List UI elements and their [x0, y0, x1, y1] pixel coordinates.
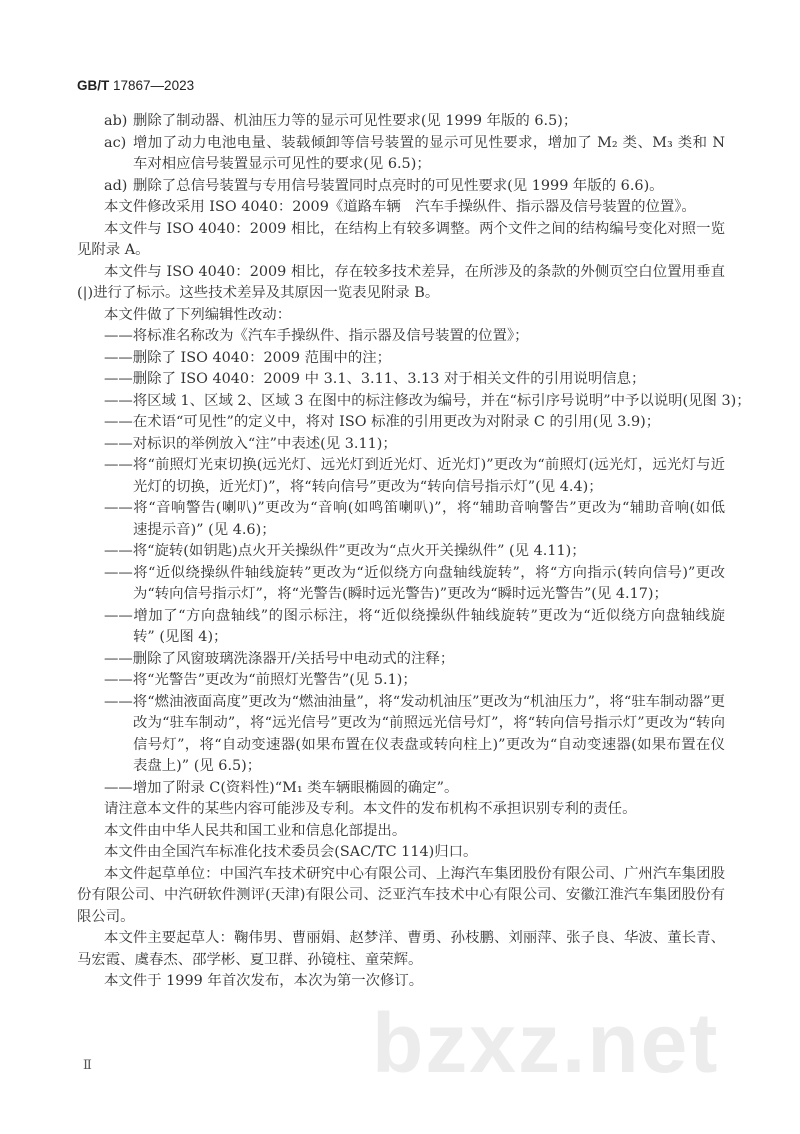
dash-list-item: [77, 649, 725, 671]
text-line: [77, 498, 725, 520]
text-line: [77, 391, 751, 413]
text-line: [77, 541, 725, 563]
list-label: ad): [104, 177, 128, 194]
dash-list-item: [77, 391, 751, 413]
text-line: [77, 240, 725, 262]
standard-number: 17867—2023: [113, 78, 195, 93]
dash-list-item: [77, 563, 725, 606]
text-line: [77, 778, 725, 800]
text-line: [77, 219, 725, 241]
text-line: [77, 864, 725, 886]
line-text: ——将“燃油液面高度”更改为“燃油油量”，将“发动机油压”更改为“机油压力”，将“驻车制动器”更: [104, 693, 725, 710]
line-text: 本文件做了下列编辑性改动：: [104, 306, 292, 323]
text-line: [77, 369, 725, 391]
line-text: 信号灯”，将“自动变速器(如果布置在仪表盘或转向柱上)”更改为“自动变速器(如果布置在仪: [133, 736, 725, 753]
text-line: [77, 412, 725, 434]
text-line: [77, 692, 725, 714]
line-text: ——将“音响警告(喇叭)”更改为“音响(如鸣笛喇叭)”，将“辅助音响警告”更改为“辅助音响(如低: [104, 500, 725, 516]
text-line: [77, 283, 725, 305]
line-text: 本文件起草单位：中国汽车技术研究中心有限公司、上海汽车集团股份有限公司、广州汽车集团股: [104, 865, 725, 882]
line-text: 表盘上)” (见 6.5)；: [133, 758, 262, 774]
line-text: 本文件修改采用 ISO 4040：2009《道路车辆 汽车手操纵件、指示器及信号装置的位置》。: [104, 199, 696, 215]
text-line: [77, 735, 725, 757]
line-text: 本文件与 ISO 4040：2009 相比，在结构上有较多调整。两个文件之间的结构编号变化对照一览: [104, 220, 725, 237]
text-line: [77, 262, 725, 284]
line-text: ——将区域 1、区域 2、区域 3 在图中的标注修改为编号，并在“标引序号说明”中予以说明(见图 3)；: [104, 392, 751, 409]
paragraph: [77, 864, 725, 929]
paragraph: [77, 219, 725, 262]
document-code-header: [77, 78, 194, 93]
line-text: 改为“驻车制动”，将“远光信号”更改为“前照远光信号灯”，将“转向信号指示灯”更改为“转向: [133, 715, 725, 731]
text-line: [77, 627, 725, 649]
list-item: [77, 111, 725, 133]
text-line: [77, 928, 725, 950]
paragraph: [77, 971, 725, 993]
list-label: ac): [104, 134, 127, 151]
line-text: ——对标识的举例放入“注”中表述(见 3.11)；: [104, 435, 397, 452]
text-line: [77, 713, 725, 735]
line-text: 份有限公司、中汽研软件测评(天津)有限公司、泛亚汽车技术中心有限公司、安徽江淮汽车集团股份有: [77, 887, 725, 903]
text-line: [77, 326, 725, 348]
line-text: ——删除了 ISO 4040：2009 中 3.1、3.11、3.13 对于相关文件的引用说明信息；: [104, 371, 646, 387]
text-line: [77, 520, 725, 542]
text-line: [77, 907, 725, 929]
text-line: [77, 305, 725, 327]
paragraph: [77, 821, 725, 843]
text-line: [77, 670, 725, 692]
paragraph: [77, 842, 725, 864]
paragraph: [77, 197, 725, 219]
line-text: ——将“旋转(如钥匙)点火开关操纵件”更改为“点火开关操纵件” (见 4.11)；: [104, 543, 586, 559]
list-label: ab): [104, 113, 128, 129]
line-text: 车对相应信号装置显示可见性的要求(见 6.5)；: [133, 156, 431, 172]
text-line: [77, 799, 725, 821]
line-text: (|)进行了标示。这些技术差异及其原因一览表见附录 B。: [77, 285, 440, 301]
text-line: [77, 455, 725, 477]
paragraph: [77, 262, 725, 305]
dash-list-item: [77, 541, 725, 563]
text-line: [77, 584, 725, 606]
line-text: 本文件主要起草人：鞠伟男、曹丽娟、赵梦洋、曹勇、孙枝鹏、刘丽萍、张子良、华波、董长青、: [104, 930, 725, 946]
line-text: 本文件由全国汽车标准化技术委员会(SAC/TC 114)归口。: [104, 844, 478, 860]
text-line: [77, 434, 725, 456]
standard-prefix: GB/T: [77, 78, 110, 93]
line-text: ——将“光警告”更改为“前照灯光警告”(见 5.1)；: [104, 672, 417, 688]
line-text: 转” (见图 4)；: [133, 629, 228, 645]
text-line: [77, 885, 725, 907]
text-line: [77, 950, 725, 972]
dash-list-item: [77, 369, 725, 391]
line-text: 删除了总信号装置与专用信号装置同时点亮时的可见性要求(见 1999 年版的 6.6)。: [133, 177, 664, 194]
line-text: ——将“近似绕操纵件轴线旋转”更改为“近似绕方向盘轴线旋转”，将“方向指示(转向信号)”更改: [104, 564, 725, 581]
text-line: [77, 133, 725, 155]
dash-list-item: [77, 778, 725, 800]
line-text: 本文件于 1999 年首次发布，本次为第一次修订。: [104, 973, 424, 989]
line-text: 马宏霞、虞春杰、邵学彬、夏卫群、孙镜柱、童荣辉。: [77, 951, 423, 968]
dash-list-item: [77, 348, 725, 370]
line-text: 见附录 A。: [77, 242, 150, 258]
text-line: [77, 649, 725, 671]
paragraph: [77, 928, 725, 971]
list-item: [77, 133, 725, 176]
dash-list-item: [77, 498, 725, 541]
text-line: [77, 176, 725, 198]
line-text: 请注意本文件的某些内容可能涉及专利。本文件的发布机构不承担识别专利的责任。: [104, 801, 637, 817]
text-line: [77, 197, 725, 219]
line-text: ——增加了附录 C(资料性)“M₁ 类车辆眼椭圆的确定”。: [104, 779, 459, 796]
line-text: ——删除了风窗玻璃洗涤器开/关括号中电动式的注释；: [104, 650, 455, 667]
line-text: ——将“前照灯光束切换(远光灯、远光灯到近光灯、近光灯)”更改为“前照灯(远光灯，远光灯与近: [104, 457, 725, 473]
document-body: [77, 111, 751, 993]
text-line: [77, 477, 725, 499]
dash-list-item: [77, 326, 725, 348]
paragraph: [77, 305, 725, 327]
page-number: Ⅱ: [83, 1058, 92, 1073]
line-text: 本文件与 ISO 4040：2009 相比，存在较多技术差异，在所涉及的条款的外侧页空白位置用垂直: [104, 263, 725, 280]
paragraph: [77, 799, 725, 821]
text-line: [77, 842, 725, 864]
line-text: ——增加了“方向盘轴线”的图示标注，将“近似绕操纵件轴线旋转”更改为“近似绕方向盘轴线旋: [104, 607, 725, 624]
dash-list-item: [77, 412, 725, 434]
text-line: [77, 154, 725, 176]
line-text: 本文件由中华人民共和国工业和信息化部提出。: [104, 822, 407, 839]
watermark: bzxz.net: [372, 996, 720, 1090]
dash-list-item: [77, 434, 725, 456]
dash-list-item: [77, 455, 725, 498]
text-line: [77, 563, 725, 585]
text-line: [77, 111, 725, 133]
text-line: [77, 348, 725, 370]
text-line: [77, 821, 725, 843]
line-text: 为“转向信号指示灯”，将“光警告(瞬时远光警告)”更改为“瞬时远光警告”(见 4.17)；: [133, 586, 668, 602]
dash-list-item: [77, 670, 725, 692]
line-text: ——删除了 ISO 4040：2009 范围中的注；: [104, 349, 391, 366]
line-text: 增加了动力电池电量、装载倾卸等信号装置的显示可见性要求，增加了 M₂ 类、M₃ 类和 N: [133, 134, 725, 151]
line-text: 删除了制动器、机油压力等的显示可见性要求(见 1999 年版的 6.5)；: [133, 113, 578, 129]
line-text: ——在术语“可见性”的定义中，将对 ISO 标准的引用更改为对附录 C 的引用(见 3.9)；: [104, 414, 661, 430]
list-item: [77, 176, 725, 198]
dash-list-item: [77, 606, 725, 649]
text-line: [77, 756, 725, 778]
text-line: [77, 971, 725, 993]
dash-list-item: [77, 692, 725, 778]
line-text: 速提示音)” (见 4.6)；: [133, 521, 276, 538]
line-text: ——将标准名称改为《汽车手操纵件、指示器及信号装置的位置》；: [104, 328, 529, 344]
text-line: [77, 606, 725, 628]
line-text: 光灯的切换，近光灯)”，将“转向信号”更改为“转向信号指示灯”(见 4.4)；: [133, 478, 603, 495]
line-text: 限公司。: [77, 908, 135, 925]
